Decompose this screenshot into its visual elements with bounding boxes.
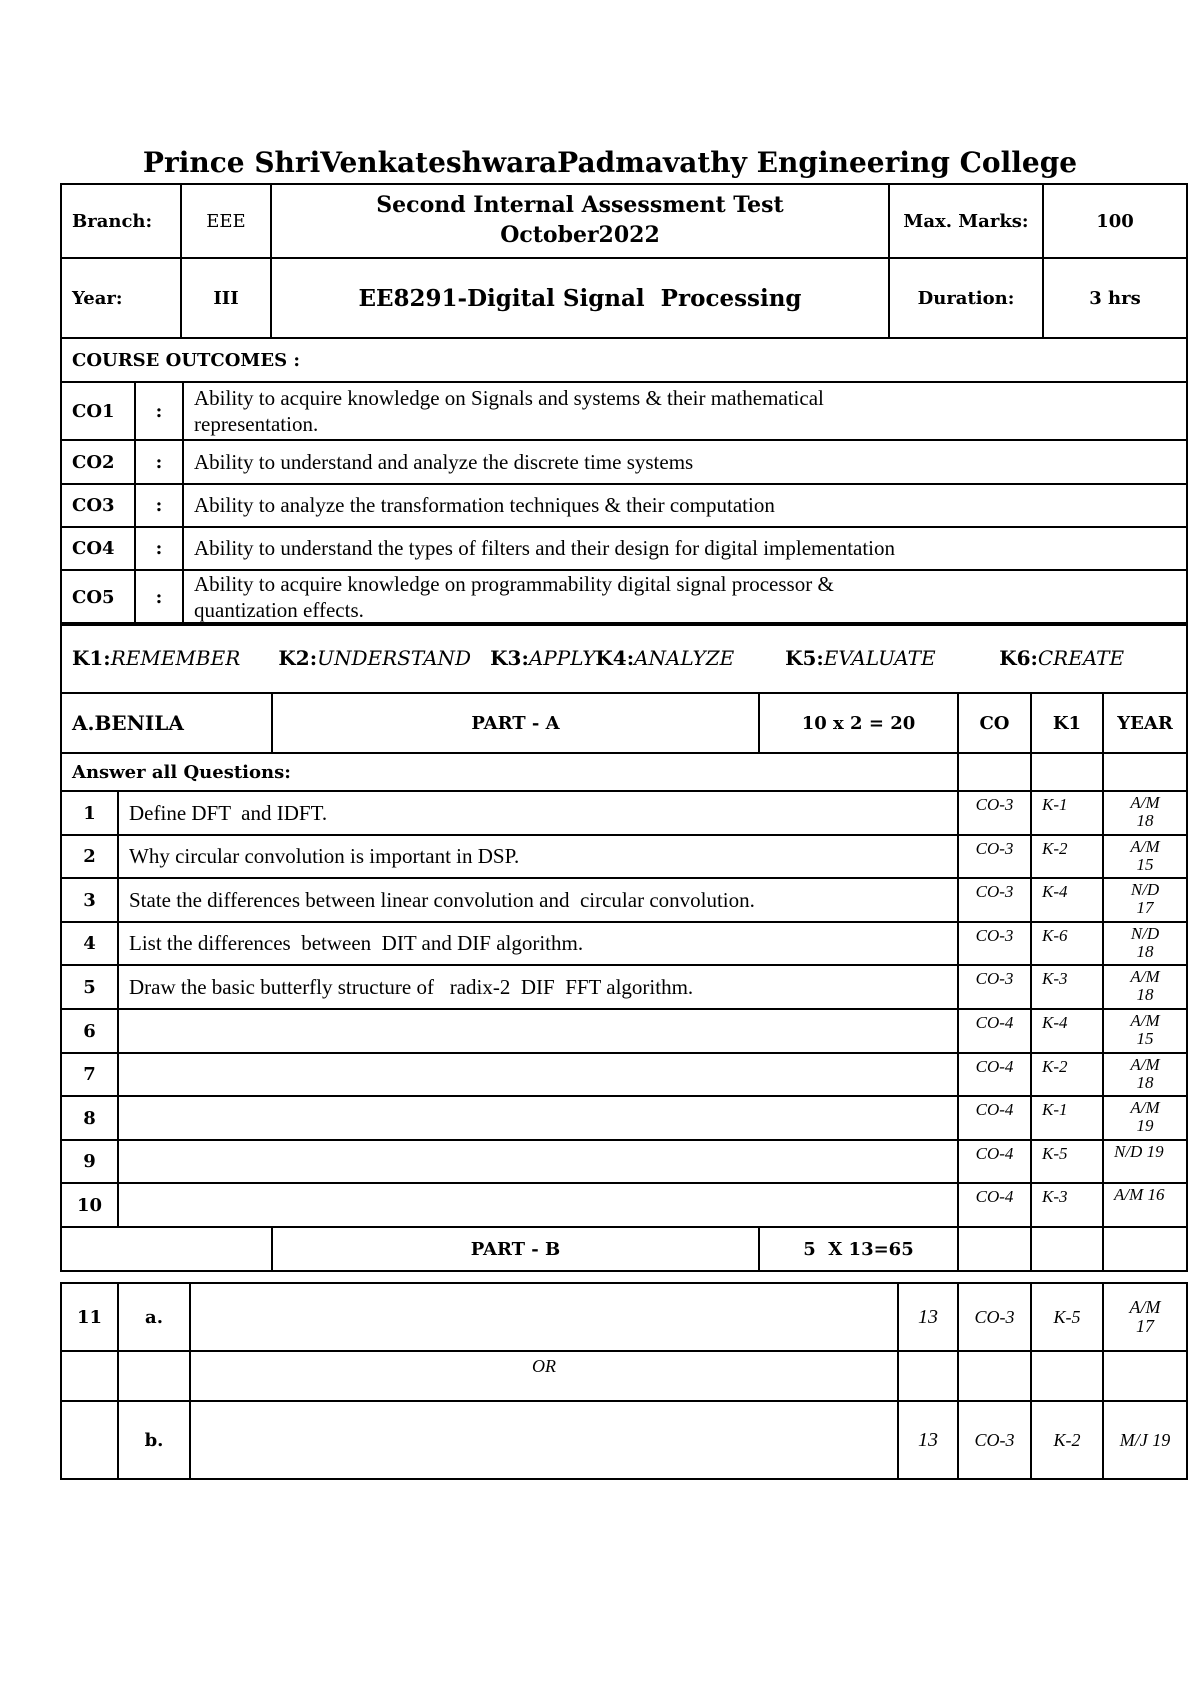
question-k: K-1	[1031, 791, 1103, 835]
co-text: Ability to understand and analyze the discrete time systems	[183, 440, 1187, 484]
question-row	[61, 1183, 1187, 1227]
question-co: CO-4	[958, 1096, 1031, 1140]
col-co-header: CO	[958, 693, 1031, 753]
question-row	[61, 1053, 1187, 1096]
or-separator: OR	[190, 1351, 898, 1401]
question-co: CO-4	[958, 1053, 1031, 1096]
question-text	[118, 1140, 958, 1183]
question-text	[118, 1096, 958, 1140]
question-co: CO-3	[958, 965, 1031, 1009]
question-co: CO-4	[958, 1009, 1031, 1053]
knowledge-levels	[61, 623, 1187, 693]
duration-label: Duration:	[889, 258, 1043, 338]
empty-cell	[61, 1401, 118, 1479]
question-text	[190, 1283, 898, 1351]
question-text: Define DFT and IDFT.	[118, 791, 958, 835]
question-number: 11	[61, 1283, 118, 1351]
co-sep: :	[135, 382, 183, 440]
question-row	[61, 1009, 1187, 1053]
empty-cell	[1031, 1351, 1103, 1401]
question-co: CO-3	[958, 1401, 1031, 1479]
question-year: M/J 19	[1103, 1401, 1187, 1479]
part-a-table	[60, 622, 1188, 1272]
co-sep: :	[135, 527, 183, 570]
question-text: List the differences between DIT and DIF algorithm.	[118, 922, 958, 965]
question-11b-row	[61, 1401, 1187, 1479]
question-k: K-6	[1031, 922, 1103, 965]
question-k: K-2	[1031, 1053, 1103, 1096]
sub-question-label: a.	[118, 1283, 190, 1351]
co-row	[61, 382, 1187, 440]
question-k: K-5	[1031, 1140, 1103, 1183]
question-number: 10	[61, 1183, 118, 1227]
question-number: 6	[61, 1009, 118, 1053]
branch-label: Branch:	[61, 184, 181, 258]
part-a-marks: 10 x 2 = 20	[759, 693, 958, 753]
question-marks: 13	[898, 1401, 958, 1479]
co-text: Ability to acquire knowledge on Signals and systems & their mathematical representation.	[183, 382, 1187, 440]
empty-cell	[1103, 753, 1187, 791]
question-k: K-4	[1031, 878, 1103, 922]
co-row	[61, 527, 1187, 570]
question-number: 1	[61, 791, 118, 835]
question-k: K-5	[1031, 1283, 1103, 1351]
question-year: N/D 17	[1103, 878, 1187, 922]
empty-cell	[1031, 753, 1103, 791]
question-k: K-3	[1031, 965, 1103, 1009]
question-row	[61, 835, 1187, 878]
branch-value: EEE	[181, 184, 271, 258]
course-outcomes-table	[60, 381, 1188, 626]
co-code: CO3	[61, 484, 135, 527]
question-year: A/M 18	[1103, 965, 1187, 1009]
co-sep: :	[135, 484, 183, 527]
k2-label: K2:	[278, 646, 318, 670]
question-co: CO-4	[958, 1140, 1031, 1183]
question-text	[118, 1053, 958, 1096]
question-row	[61, 965, 1187, 1009]
question-year: A/M 16	[1103, 1183, 1187, 1227]
co-text: Ability to analyze the transformation techniques & their computation	[183, 484, 1187, 527]
co-row	[61, 440, 1187, 484]
co-code: CO1	[61, 382, 135, 440]
question-number: 3	[61, 878, 118, 922]
co-text: Ability to acquire knowledge on programmability digital signal processor & quantization effects.	[183, 570, 1187, 625]
question-number: 2	[61, 835, 118, 878]
k5-label: K5:	[785, 646, 824, 670]
question-k: K-3	[1031, 1183, 1103, 1227]
question-row	[61, 1140, 1187, 1183]
question-number: 4	[61, 922, 118, 965]
empty-cell	[958, 1351, 1031, 1401]
part-a-title: PART - A	[272, 693, 759, 753]
co-code: CO5	[61, 570, 135, 625]
question-year: A/M 17	[1103, 1283, 1187, 1351]
question-year: A/M 15	[1103, 835, 1187, 878]
co-sep: :	[135, 440, 183, 484]
empty-cell	[958, 1227, 1031, 1271]
co-sep: :	[135, 570, 183, 625]
question-row	[61, 1096, 1187, 1140]
k5-text: EVALUATE	[823, 646, 936, 670]
k3-label: K3:	[490, 646, 529, 670]
question-text	[118, 1183, 958, 1227]
k3-text: APPLY	[528, 646, 596, 670]
question-number: 8	[61, 1096, 118, 1140]
question-k: K-2	[1031, 1401, 1103, 1479]
question-marks: 13	[898, 1283, 958, 1351]
header-table	[60, 183, 1188, 383]
sub-question-label: b.	[118, 1401, 190, 1479]
subject-title: EE8291-Digital Signal Processing	[271, 258, 889, 338]
empty-cell	[1103, 1351, 1187, 1401]
co-code: CO4	[61, 527, 135, 570]
question-year: N/D 19	[1103, 1140, 1187, 1183]
empty-cell	[118, 1351, 190, 1401]
co-row	[61, 484, 1187, 527]
question-number: 5	[61, 965, 118, 1009]
question-text: Why circular convolution is important in DSP.	[118, 835, 958, 878]
test-title-line2: October2022	[500, 222, 660, 248]
college-title: Prince ShriVenkateshwaraPadmavathy Engineering College	[142, 146, 1078, 179]
k2-text: UNDERSTAND	[317, 646, 472, 670]
k4-text: ANALYZE	[634, 646, 735, 670]
empty-cell	[1103, 1227, 1187, 1271]
k1-label: K1:	[72, 646, 111, 670]
col-year-header: YEAR	[1103, 693, 1187, 753]
co-code: CO2	[61, 440, 135, 484]
part-a-instruction: Answer all Questions:	[61, 753, 958, 791]
part-b-title: PART - B	[272, 1227, 759, 1271]
question-co: CO-3	[958, 835, 1031, 878]
question-number: 9	[61, 1140, 118, 1183]
test-title	[271, 184, 889, 258]
question-k: K-4	[1031, 1009, 1103, 1053]
question-row	[61, 922, 1187, 965]
question-year: A/M 18	[1103, 1053, 1187, 1096]
empty-cell	[61, 1351, 118, 1401]
max-marks-label: Max. Marks:	[889, 184, 1043, 258]
empty-cell	[61, 1227, 272, 1271]
year-label: Year:	[61, 258, 181, 338]
co-text: Ability to understand the types of filters and their design for digital implementation	[183, 527, 1187, 570]
question-co: CO-3	[958, 791, 1031, 835]
test-title-line1: Second Internal Assessment Test	[376, 192, 784, 219]
k1-text: REMEMBER	[110, 646, 241, 670]
staff-name: A.BENILA	[61, 693, 272, 753]
empty-cell	[1031, 1227, 1103, 1271]
course-outcomes-heading: COURSE OUTCOMES :	[61, 338, 1187, 382]
question-number: 7	[61, 1053, 118, 1096]
part-b-marks: 5 X 13=65	[759, 1227, 958, 1271]
question-text	[118, 1009, 958, 1053]
question-co: CO-4	[958, 1183, 1031, 1227]
question-row	[61, 791, 1187, 835]
question-k: K-2	[1031, 835, 1103, 878]
duration-value: 3 hrs	[1043, 258, 1187, 338]
question-co: CO-3	[958, 1283, 1031, 1351]
question-year: A/M 15	[1103, 1009, 1187, 1053]
question-text	[190, 1401, 898, 1479]
year-value: III	[181, 258, 271, 338]
question-co: CO-3	[958, 922, 1031, 965]
question-k: K-1	[1031, 1096, 1103, 1140]
col-k-header: K1	[1031, 693, 1103, 753]
co-row	[61, 570, 1187, 625]
question-year: A/M 19	[1103, 1096, 1187, 1140]
question-year: A/M 18	[1103, 791, 1187, 835]
k4-label: K4:	[595, 646, 635, 670]
k6-text: CREATE	[1037, 646, 1125, 670]
question-co: CO-3	[958, 878, 1031, 922]
empty-cell	[898, 1351, 958, 1401]
question-11a-row	[61, 1283, 1187, 1351]
empty-cell	[958, 753, 1031, 791]
question-year: N/D 18	[1103, 922, 1187, 965]
question-text: Draw the basic butterfly structure of radix-2 DIF FFT algorithm.	[118, 965, 958, 1009]
part-b-table	[60, 1282, 1188, 1480]
k6-label: K6:	[999, 646, 1038, 670]
question-row	[61, 878, 1187, 922]
question-text: State the differences between linear convolution and circular convolution.	[118, 878, 958, 922]
max-marks-value: 100	[1043, 184, 1187, 258]
